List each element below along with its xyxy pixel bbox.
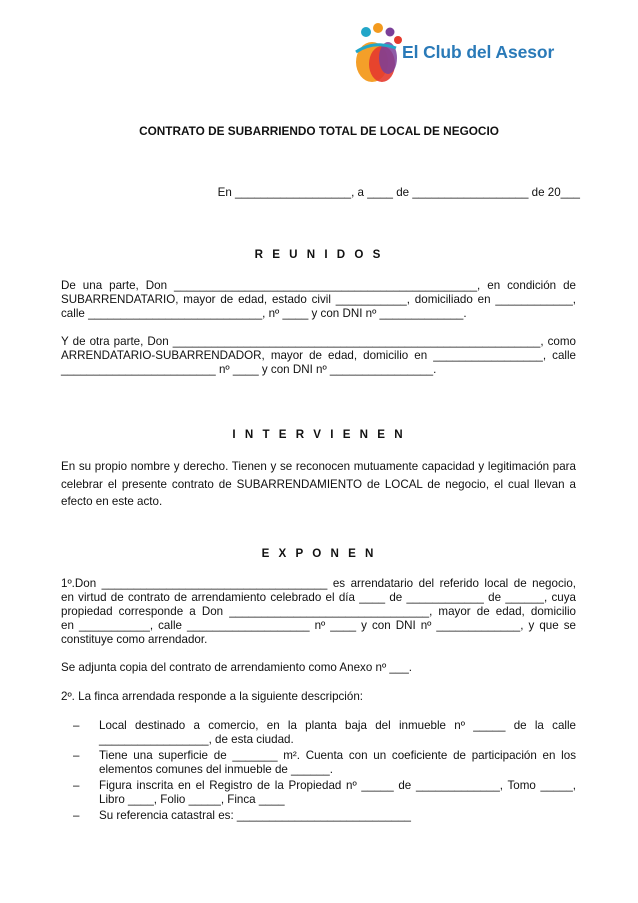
paragraph-line: constituye como arrendador. [61,633,208,646]
list-item [61,749,576,777]
logo-head-red [394,36,402,44]
list-item-text: Su referencia catastral es: ___________________________ [99,809,411,822]
intervienen-heading: I N T E R V I E N E N [232,428,406,441]
paragraph-line: calle ___________________________, nº ____ y con DNI nº _____________. [61,307,467,320]
paragraph-line: Y de otra parte, Don _________________________________________________________, como [61,335,576,348]
dash-bullet: – [73,809,80,822]
reunidos-subarrendatario-paragraph [61,279,576,321]
annex-line: Se adjunta copia del contrato de arrendamiento como Anexo nº ___. [61,661,412,674]
contract-title: CONTRATO DE SUBARRIENDO TOTAL DE LOCAL DE NEGOCIO [139,124,499,138]
list-item-text: Local destinado a comercio, en la planta baja del inmueble nº _____ de la calle _________________, de esta ciudad. [99,719,576,746]
logo-head-orange [373,23,383,33]
paragraph-line: SUBARRENDATARIO, mayor de edad, estado civil ___________, domiciliado en ____________, [61,293,576,306]
place-date-line: En __________________, a ____ de __________________ de 20___ [217,186,580,199]
exponen-first-paragraph [61,577,576,647]
paragraph-line: ________________________ nº ____ y con DNI nº ________________. [61,363,437,376]
logo-head-blue [361,27,371,37]
exponen-second-intro: 2º. La finca arrendada responde a la siguiente descripción: [61,690,364,703]
list-item-text: Figura inscrita en el Registro de la Propiedad nº _____ de _____________, Tomo _____, Libro ____, Folio _____, Finca ____ [99,779,576,806]
reunidos-arrendatario-paragraph [61,335,576,377]
paragraph-line: ARRENDATARIO-SUBARRENDADOR, mayor de edad, domicilio en _________________, calle [61,349,576,362]
list-item [61,809,576,823]
list-item [61,719,576,747]
paragraph-line: 1º.Don ___________________________________ es arrendatario del referido local de negocio, [61,577,576,590]
paragraph-line: propiedad corresponde a Don _______________________________, mayor de edad, domicilio [61,605,576,618]
logo-head-purple [386,28,395,37]
brand-name: El Club del Asesor [402,42,555,62]
dash-bullet: – [73,749,80,762]
intervienen-paragraph: En su propio nombre y derecho. Tienen y se reconocen mutuamente capacidad y legitimación para celebrar el presente contrato de SUBARRENDAMIENTO de LOCAL de negocio, el cual llevan a efecto en este acto. [61,460,576,508]
dash-bullet: – [73,719,80,732]
exponen-heading: E X P O N E N [261,547,377,560]
list-item-text: Tiene una superficie de _______ m². Cuenta con un coeficiente de participación en los elementos comunes del inmueble de ______. [99,749,576,776]
finca-description-list [61,719,576,825]
paragraph-line: en ___________, calle ___________________ nº ____ y con DNI nº _____________, y que se [61,619,576,632]
paragraph-line: en virtud de contrato de arrendamiento celebrado el día ____ de ____________ de ______, cuya [61,591,576,604]
dash-bullet: – [73,779,80,792]
reunidos-heading: R E U N I D O S [254,248,384,261]
list-item [61,779,576,807]
paragraph-line: De una parte, Don _______________________________________________, en condición de [61,279,576,292]
